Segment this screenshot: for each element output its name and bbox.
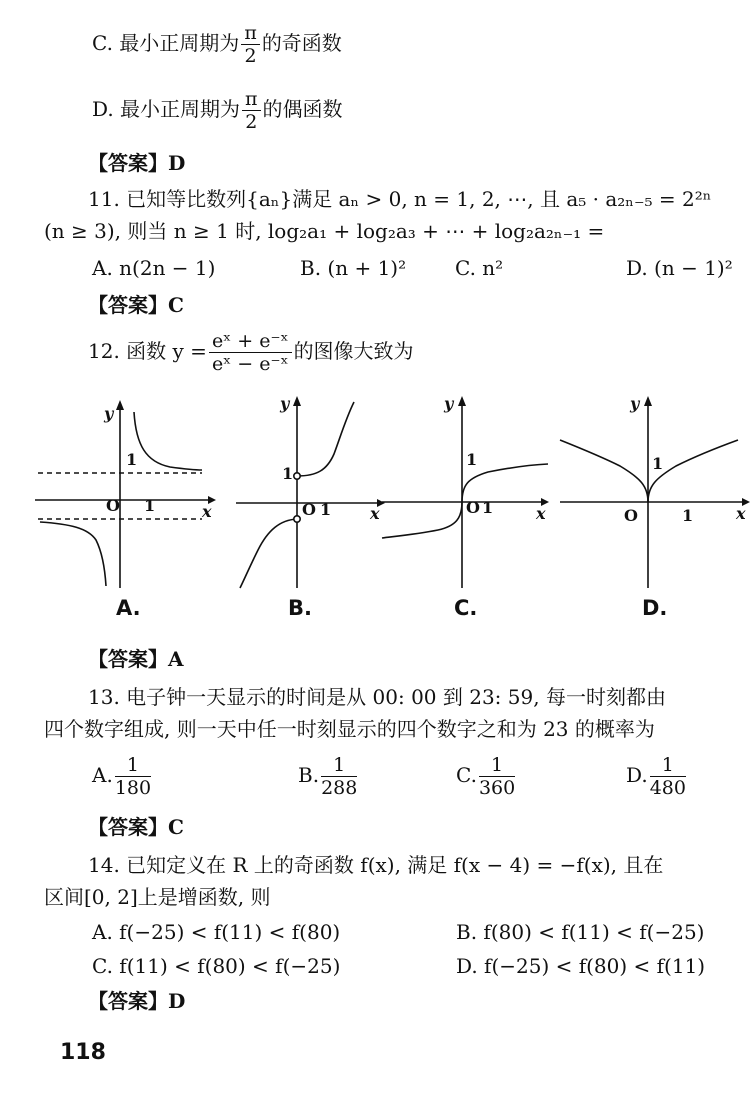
q12-stem [88, 330, 414, 375]
graph-a-y-label: y [104, 404, 114, 423]
graph-label-b: B. [288, 596, 312, 620]
q11-option-a: A. n(2n − 1) [92, 256, 216, 280]
q14-option-b: B. f(80) < f(11) < f(−25) [456, 920, 705, 944]
q12-graph-b [232, 390, 392, 594]
q13-option-c: C. $\frac{1}{360}$ [456, 754, 516, 799]
graph-d-y-label: y [630, 394, 640, 413]
q13-stem-line2: 四个数字组成, 则一天中任一时刻显示的四个数字之和为 23 的概率为 [44, 717, 655, 741]
q13-option-d: D. $\frac{1}{480}$ [626, 754, 686, 799]
graph-label-d: D. [642, 596, 668, 620]
q11-option-c: C. n² [455, 256, 504, 280]
graph-a-one-x: 1 [144, 496, 156, 515]
q10-option-c-prefix: C. 最小正周期为 [92, 31, 240, 55]
graph-d-origin: O [624, 506, 638, 525]
q10-answer: 【答案】D [88, 151, 186, 175]
graph-a-one-y: 1 [126, 450, 138, 469]
graph-c-x-label: x [536, 504, 546, 523]
q11-stem-line2: (n ≥ 3), 则当 n ≥ 1 时, log₂a₁ + log₂a₃ + ⋯ + log₂a₂ₙ₋₁ = [44, 219, 605, 243]
q13-option-b: B. $\frac{1}{288}$ [298, 754, 358, 799]
q14-stem-line2: 区间[0, 2]上是增函数, 则 [44, 885, 271, 909]
graph-b-origin: O [302, 500, 316, 519]
q12-graph-d [556, 390, 750, 594]
q10-option-d-fraction: $\frac{\pi}{2}$ [242, 88, 261, 133]
q13-option-a: A. $\frac{1}{180}$ [92, 754, 152, 799]
graph-b-one-x: 1 [320, 500, 332, 519]
graph-a-origin: O [106, 496, 120, 515]
graph-a-x-label: x [202, 502, 212, 521]
graph-label-a: A. [116, 596, 141, 620]
q12-stem-suffix: 的图像大致为 [293, 339, 414, 363]
q10-option-d [92, 88, 343, 133]
graph-c-one-x: 1 [482, 498, 494, 517]
q14-stem-line1: 14. 已知定义在 R 上的奇函数 f(x), 满足 f(x − 4) = −f(x), 且在 [88, 853, 664, 877]
q12-stem-prefix: 12. 函数 y = [88, 339, 207, 363]
graph-label-c: C. [454, 596, 478, 620]
graph-d-one-x: 1 [682, 506, 694, 525]
q14-option-c: C. f(11) < f(80) < f(−25) [92, 954, 341, 978]
q11-option-d: D. (n − 1)² [626, 256, 733, 280]
graph-b-y-label: y [280, 394, 290, 413]
q10-option-c-suffix: 的奇函数 [261, 31, 342, 55]
q13-answer: 【答案】C [88, 815, 184, 839]
graph-b-x-label: x [370, 504, 380, 523]
q12-function-fraction: $\frac{\text{eˣ + e⁻ˣ}}{\text{eˣ − e⁻ˣ}}$ [209, 330, 292, 375]
q11-answer: 【答案】C [88, 293, 184, 317]
q11-stem-line1: 11. 已知等比数列{aₙ}满足 aₙ > 0, n = 1, 2, ⋯, 且 a₅ · a₂ₙ₋₅ = 2²ⁿ [88, 187, 712, 211]
graph-c-one-y: 1 [466, 450, 478, 469]
q12-graph-a [30, 390, 220, 594]
q12-graph-c [378, 390, 558, 594]
graph-d-one-y: 1 [652, 454, 664, 473]
q10-option-c-fraction: $\frac{\pi}{2}$ [241, 22, 260, 67]
q10-option-d-suffix: 的偶函数 [262, 97, 343, 121]
q10-option-c [92, 22, 342, 67]
graph-c-y-label: y [444, 394, 454, 413]
q10-option-d-prefix: D. 最小正周期为 [92, 97, 241, 121]
graph-d-x-label: x [736, 504, 746, 523]
graph-b-one-y: 1 [282, 464, 294, 483]
q14-option-d: D. f(−25) < f(80) < f(11) [456, 954, 706, 978]
graph-c-origin: O [466, 498, 480, 517]
q14-answer: 【答案】D [88, 989, 186, 1013]
q13-stem-line1: 13. 电子钟一天显示的时间是从 00: 00 到 23: 59, 每一时刻都由 [88, 685, 666, 709]
q11-option-b: B. (n + 1)² [300, 256, 407, 280]
page-number: 118 [60, 1040, 106, 1065]
q14-option-a: A. f(−25) < f(11) < f(80) [92, 920, 341, 944]
q12-answer: 【答案】A [88, 647, 184, 671]
